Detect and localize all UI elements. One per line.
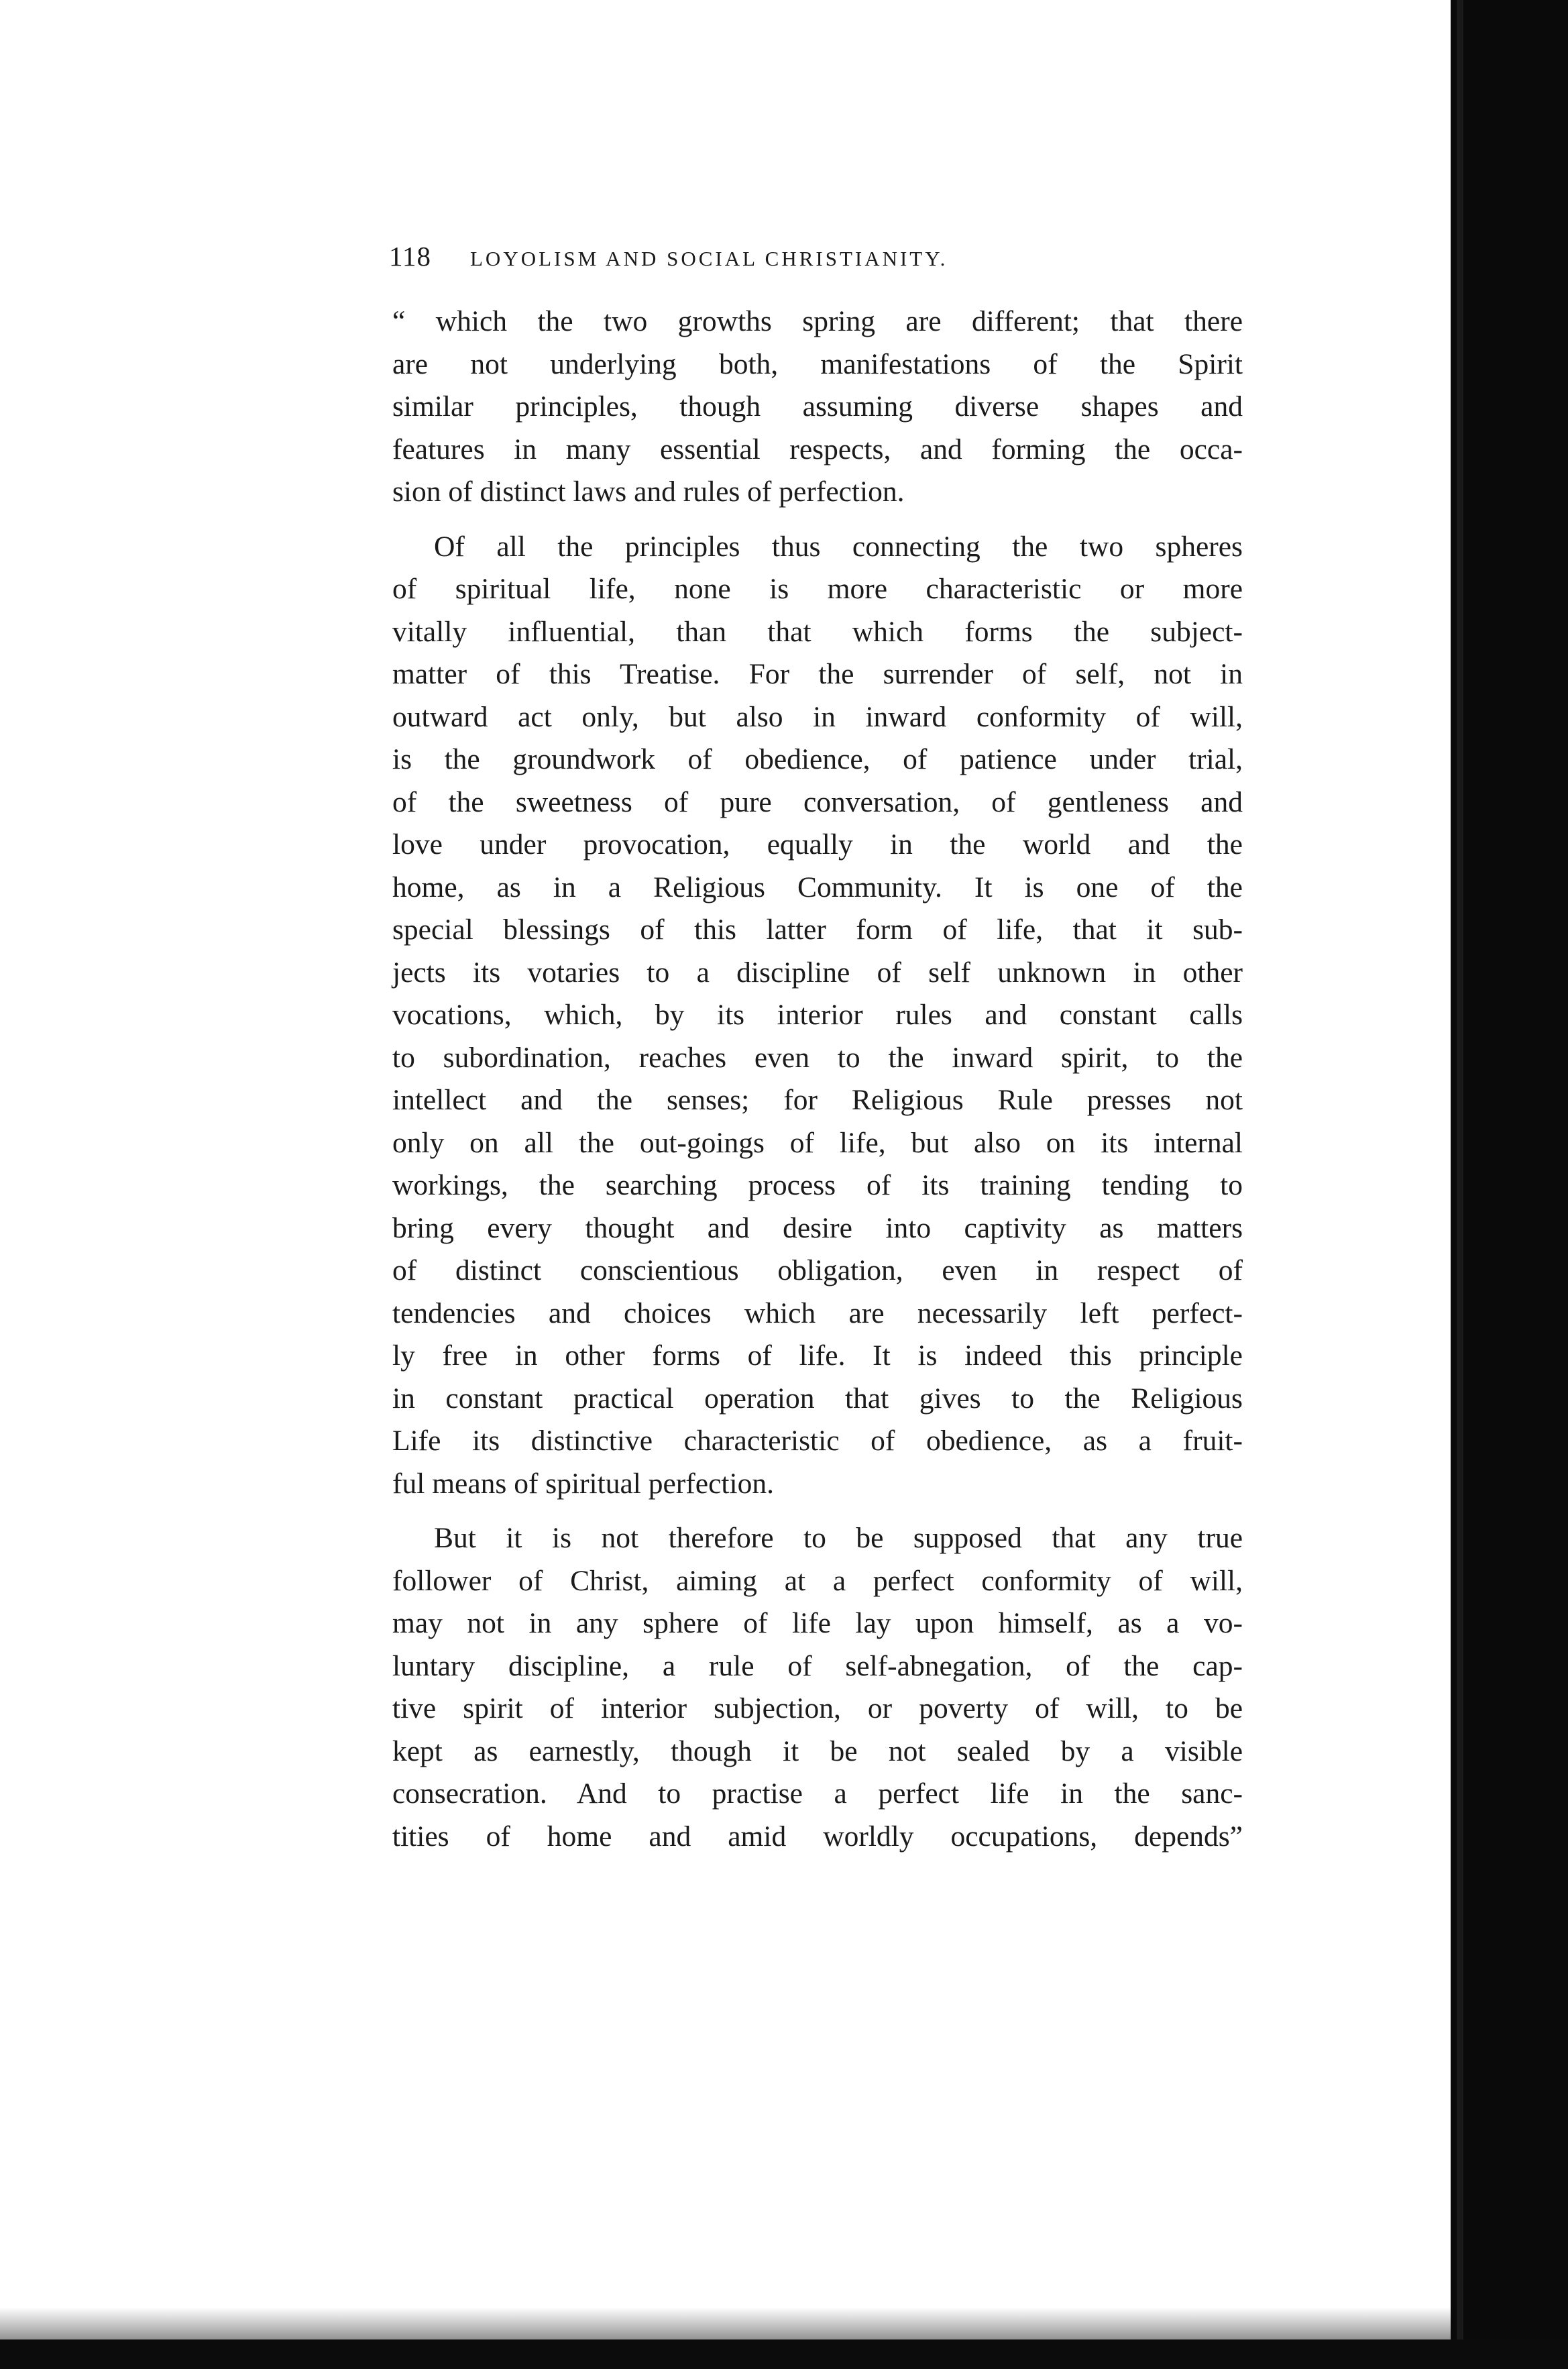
body-text — [392, 300, 1243, 1858]
text-line: intellect and the senses; for Religious Rule presses not — [392, 1084, 1243, 1116]
text-line: only on all the out-goings of life, but also on its internal — [392, 1126, 1243, 1159]
text-line: may not in any sphere of life lay upon himself, as a vo- — [392, 1607, 1243, 1639]
text-line: ly free in other forms of life. It is indeed this principle — [392, 1339, 1243, 1372]
paragraph — [392, 300, 1243, 514]
scan-edge-line — [1457, 0, 1463, 2369]
text-line: special blessings of this latter form of life, that it sub- — [392, 914, 1243, 946]
running-title: LOYOLISM AND SOCIAL CHRISTIANITY. — [469, 247, 948, 270]
text-line: to subordination, reaches even to the inward spirit, to the — [392, 1041, 1243, 1074]
text-line: vocations, which, by its interior rules and constant calls — [392, 999, 1243, 1031]
text-line: similar principles, though assuming diverse shapes and — [392, 390, 1243, 423]
text-line: consecration. And to practise a perfect life in the sanc- — [392, 1777, 1243, 1810]
text-line: Of all the principles thus connecting the two spheres — [434, 530, 1243, 563]
text-line: matter of this Treatise. For the surrender of self, not in — [392, 658, 1243, 690]
text-line: workings, the searching process of its training tending to — [392, 1169, 1243, 1201]
text-line: of distinct conscientious obligation, even in respect of — [392, 1254, 1243, 1286]
text-line: are not underlying both, manifestations of the Spirit — [392, 347, 1243, 380]
text-line: But it is not therefore to be supposed that any true — [434, 1522, 1243, 1554]
scan-edge-bottom — [0, 2339, 1568, 2369]
text-line: Life its distinctive characteristic of obedience, as a fruit- — [392, 1425, 1243, 1457]
paragraph — [392, 1517, 1243, 1858]
text-line: tive spirit of interior subjection, or poverty of will, to be — [392, 1692, 1243, 1724]
text-line: tities of home and amid worldly occupations, depends” — [392, 1820, 1243, 1853]
text-line: follower of Christ, aiming at a perfect conformity of will, — [392, 1564, 1243, 1597]
scan-shadow — [0, 2307, 1455, 2339]
text-line: ful means of spiritual perfection. — [392, 1467, 774, 1500]
scan-edge-right — [1451, 0, 1568, 2369]
text-line: of the sweetness of pure conversation, of gentleness and — [392, 785, 1243, 818]
text-line: sion of distinct laws and rules of perfection. — [392, 476, 905, 508]
paragraph — [392, 526, 1243, 1506]
text-line: of spiritual life, none is more characteristic or more — [392, 573, 1243, 605]
page-number: 118 — [389, 241, 431, 272]
text-line: bring every thought and desire into captivity as matters — [392, 1211, 1243, 1244]
text-line: love under provocation, equally in the world and the — [392, 828, 1243, 861]
text-line: jects its votaries to a discipline of self unknown in other — [392, 956, 1243, 989]
text-line: features in many essential respects, and forming the occa- — [392, 433, 1243, 465]
text-line: home, as in a Religious Community. It is one of the — [392, 871, 1243, 903]
running-head — [389, 240, 1090, 278]
text-line: “ which the two growths spring are different; that there — [392, 305, 1243, 337]
text-line: is the groundwork of obedience, of patience under trial, — [392, 743, 1243, 775]
text-line: in constant practical operation that gives to the Religious — [392, 1382, 1243, 1415]
text-line: outward act only, but also in inward conformity of will, — [392, 700, 1243, 733]
text-line: vitally influential, than that which forms the subject- — [392, 615, 1243, 648]
text-line: luntary discipline, a rule of self-abnegation, of the cap- — [392, 1649, 1243, 1682]
text-line: kept as earnestly, though it be not sealed by a visible — [392, 1734, 1243, 1767]
text-line: tendencies and choices which are necessarily left perfect- — [392, 1297, 1243, 1329]
